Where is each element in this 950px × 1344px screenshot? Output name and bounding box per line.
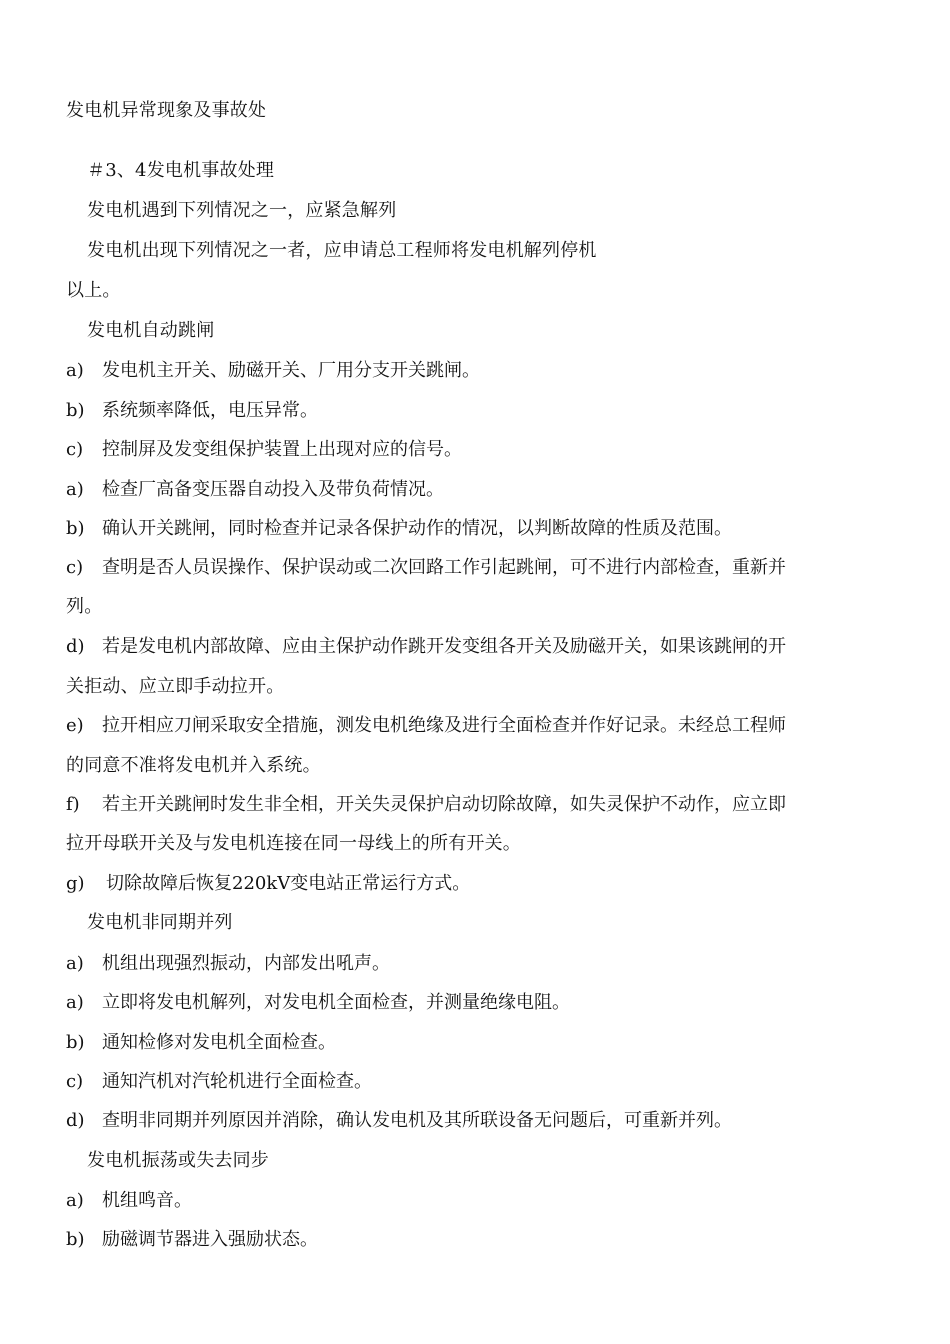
list-item [66, 1070, 372, 1094]
list-item [66, 872, 470, 896]
subsection-title-auto-trip: 发电机自动跳闸 [87, 320, 215, 341]
list-item [66, 635, 786, 659]
document-title: 发电机异常现象及事故处 [66, 100, 267, 121]
list-text-continued: 的同意不准将发电机并入系统。 [66, 755, 321, 776]
list-item [66, 714, 786, 738]
list-item [66, 517, 732, 541]
list-marker: a) [66, 479, 84, 500]
list-marker: f) [66, 794, 80, 815]
list-item [66, 556, 786, 580]
list-marker: b) [66, 1032, 85, 1053]
subsection-title-async: 发电机非同期并列 [87, 912, 233, 933]
list-item [66, 1228, 318, 1252]
list-item [66, 991, 570, 1015]
list-item [66, 1031, 336, 1055]
list-text: 机组鸣音。 [102, 1190, 192, 1211]
list-text: 切除故障后恢复220kV变电站正常运行方式。 [106, 873, 471, 894]
subsection-title-oscillation: 发电机振荡或失去同步 [87, 1150, 269, 1171]
list-item [66, 1189, 192, 1213]
list-text: 机组出现强烈振动，内部发出吼声。 [102, 953, 390, 974]
list-item [66, 478, 444, 502]
list-item [66, 359, 480, 383]
list-text-continued: 列。 [66, 596, 103, 617]
list-text: 控制屏及发变组保护装置上出现对应的信号。 [102, 439, 462, 460]
list-item [66, 438, 462, 462]
list-text: 查明是否人员误操作、保护误动或二次回路工作引起跳闸，可不进行内部检查，重新并 [102, 557, 786, 578]
list-text: 系统频率降低，电压异常。 [102, 400, 318, 421]
list-item [66, 1109, 732, 1133]
list-marker: c) [66, 1071, 84, 1092]
section-heading: ＃3、4发电机事故处理 [87, 160, 275, 181]
list-marker: a) [66, 953, 84, 974]
list-text-continued: 拉开母联开关及与发电机连接在同一母线上的所有开关。 [66, 833, 521, 854]
list-marker: c) [66, 557, 84, 578]
list-marker: a) [66, 360, 84, 381]
list-marker: d) [66, 1110, 85, 1131]
list-marker: a) [66, 992, 84, 1013]
list-marker: e) [66, 715, 84, 736]
list-text: 检查厂高备变压器自动投入及带负荷情况。 [102, 479, 444, 500]
list-marker: a) [66, 1190, 84, 1211]
list-text: 通知汽机对汽轮机进行全面检查。 [102, 1071, 372, 1092]
list-marker: c) [66, 439, 84, 460]
list-text: 若主开关跳闸时发生非全相，开关失灵保护启动切除故障，如失灵保护不动作，应立即 [102, 794, 786, 815]
list-item [66, 952, 390, 976]
intro-paragraph-2: 发电机出现下列情况之一者，应申请总工程师将发电机解列停机 [87, 240, 597, 261]
list-text: 若是发电机内部故障、应由主保护动作跳开发变组各开关及励磁开关，如果该跳闸的开 [102, 636, 786, 657]
list-marker: b) [66, 518, 85, 539]
list-item [66, 793, 786, 817]
intro-paragraph-2-continued: 以上。 [66, 280, 121, 301]
list-text: 立即将发电机解列，对发电机全面检查，并测量绝缘电阻。 [102, 992, 570, 1013]
list-text-continued: 关拒动、应立即手动拉开。 [66, 676, 285, 697]
list-text: 确认开关跳闸，同时检查并记录各保护动作的情况，以判断故障的性质及范围。 [102, 518, 732, 539]
intro-paragraph-1: 发电机遇到下列情况之一，应紧急解列 [87, 200, 397, 221]
list-text: 励磁调节器进入强励状态。 [102, 1229, 318, 1250]
list-text: 拉开相应刀闸采取安全措施，测发电机绝缘及进行全面检查并作好记录。未经总工程师 [102, 715, 786, 736]
list-text: 通知检修对发电机全面检查。 [102, 1032, 336, 1053]
list-marker: b) [66, 400, 85, 421]
list-marker: d) [66, 636, 85, 657]
list-item [66, 399, 318, 423]
list-text: 查明非同期并列原因并消除，确认发电机及其所联设备无问题后，可重新并列。 [102, 1110, 732, 1131]
list-marker: g) [66, 873, 85, 894]
list-marker: b) [66, 1229, 85, 1250]
list-text: 发电机主开关、励磁开关、厂用分支开关跳闸。 [102, 360, 480, 381]
